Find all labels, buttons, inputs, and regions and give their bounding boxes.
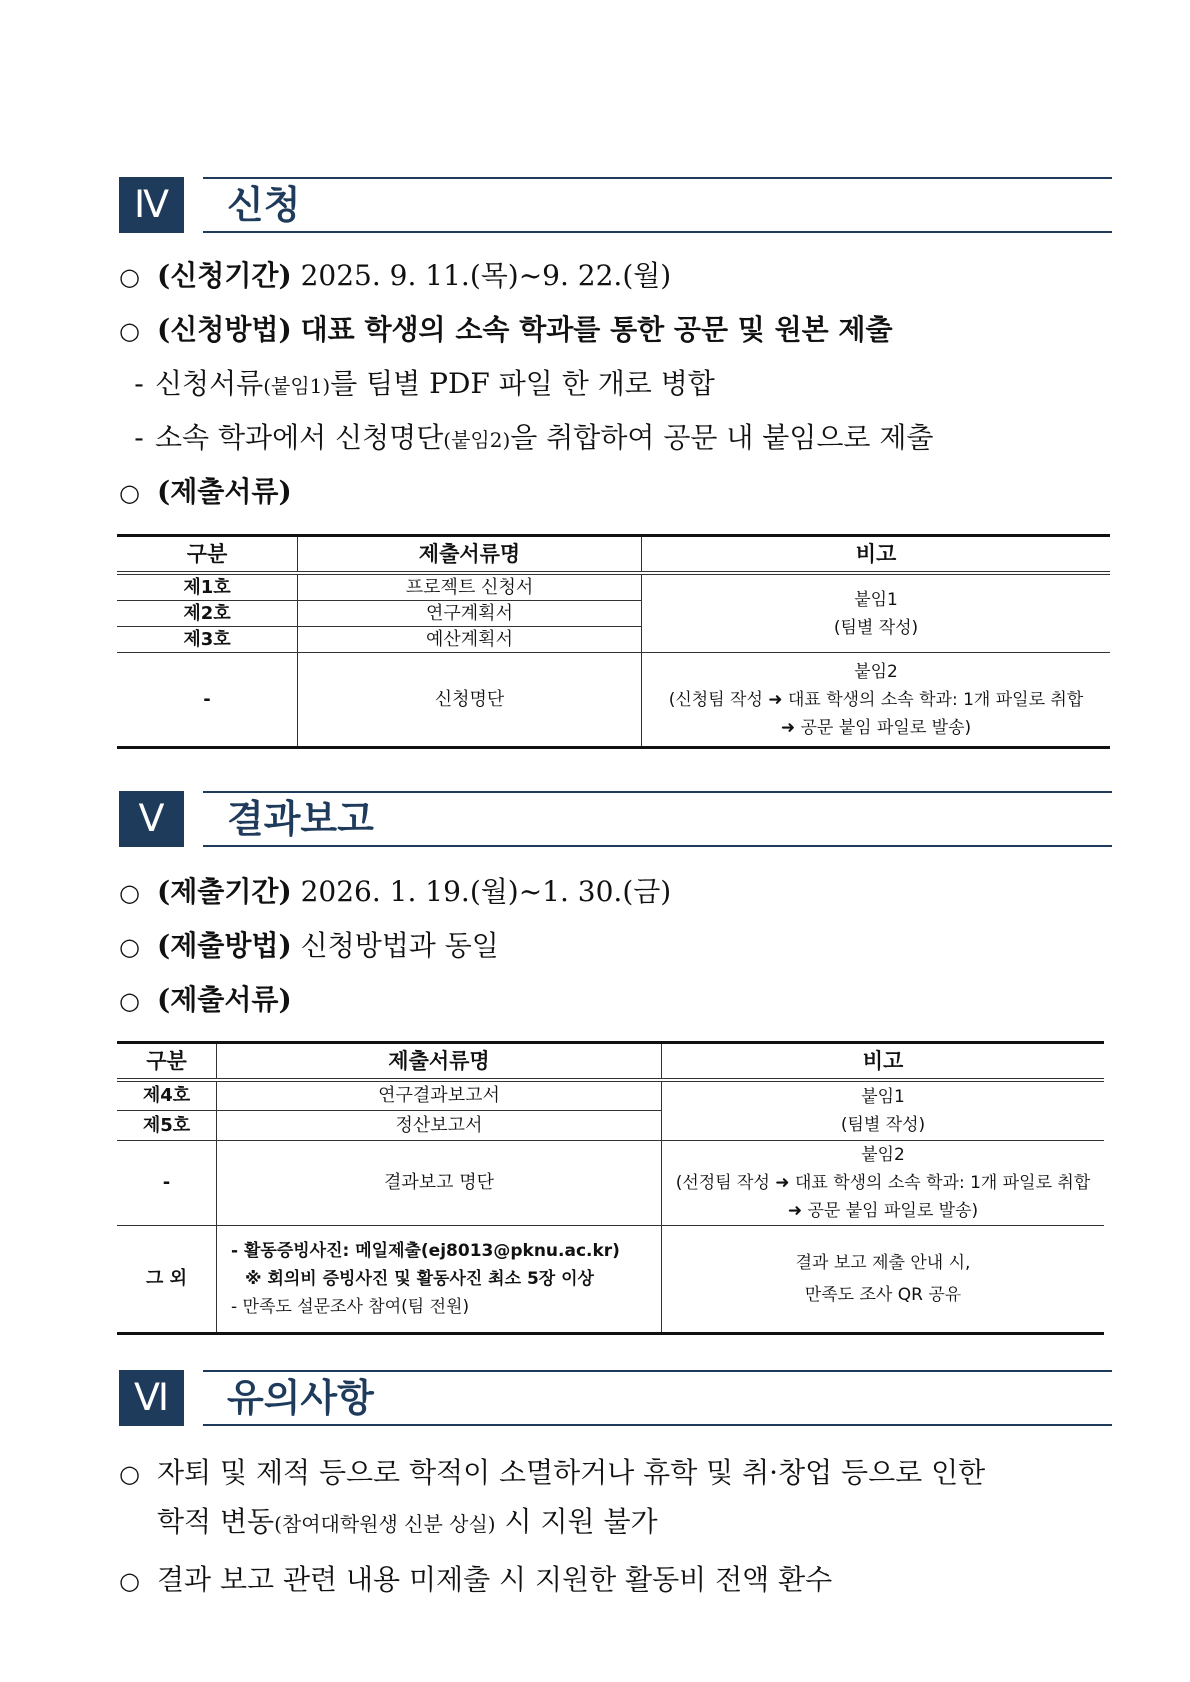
report-docs-title: (제출서류) <box>157 983 292 1016</box>
section-header-apply <box>119 177 1112 235</box>
table-row <box>117 653 1110 748</box>
cell-name: 정산보고서 <box>217 1110 662 1140</box>
cell-name: 예산계획서 <box>298 627 642 653</box>
etc-line: - 활동증빙사진: 메일제출(ej8013@pknu.ac.kr) <box>231 1240 620 1261</box>
report-period <box>119 872 671 913</box>
bullet: ○ <box>119 1460 140 1488</box>
section-title: 신청 <box>227 183 301 227</box>
notice-item-1 <box>119 1453 985 1494</box>
notice-item-1-c: 시 지원 불가 <box>495 1505 658 1538</box>
section-number: Ⅴ <box>119 791 184 847</box>
apply-sub-1-small: (붙임1) <box>263 374 331 398</box>
bullet: ○ <box>119 263 140 291</box>
report-method-value: 신청방법과 동일 <box>300 929 499 962</box>
bullet: ○ <box>119 479 140 507</box>
table-row <box>117 1140 1104 1225</box>
cell-code: - <box>117 653 298 748</box>
cell-name: 프로젝트 신청서 <box>298 573 642 601</box>
cell-code: 제5호 <box>117 1110 217 1140</box>
apply-period-label: (신청기간) <box>157 259 292 292</box>
note-line: 결과 보고 제출 안내 시, <box>795 1252 971 1273</box>
cell-code: 그 외 <box>117 1225 217 1333</box>
notice-item-1-cont <box>157 1502 658 1544</box>
table-row <box>117 573 1110 601</box>
section-number: Ⅳ <box>119 177 184 233</box>
cell-note <box>642 573 1111 653</box>
note-line: 붙임2 <box>861 1144 905 1165</box>
cell-code: 제4호 <box>117 1080 217 1110</box>
note-line: ➜ 공문 붙임 파일로 발송) <box>780 717 972 738</box>
cell-name: 신청명단 <box>298 653 642 748</box>
etc-line: - 만족도 설문조사 참여(팀 전원) <box>231 1296 470 1317</box>
bullet: ○ <box>119 987 140 1015</box>
section-bar <box>203 791 1112 847</box>
bullet: ○ <box>119 317 140 345</box>
note-line: 만족도 조사 QR 공유 <box>804 1284 962 1305</box>
etc-line: ※ 회의비 증빙사진 및 활동사진 최소 5장 이상 <box>245 1268 594 1289</box>
bullet: ○ <box>119 879 140 907</box>
col-header: 구분 <box>117 536 298 574</box>
report-period-label: (제출기간) <box>157 875 292 908</box>
report-period-value: 2026. 1. 19.(월)~1. 30.(금) <box>300 875 672 908</box>
apply-sub-1-a: 신청서류 <box>155 367 264 400</box>
note-line: 붙임1 <box>854 589 898 610</box>
bullet: ○ <box>119 1567 140 1595</box>
section-bar <box>203 177 1112 233</box>
cell-note <box>662 1225 1105 1333</box>
note-line: (선정팀 작성 ➜ 대표 학생의 소속 학과: 1개 파일로 취합 <box>675 1172 1091 1193</box>
cell-code: - <box>117 1140 217 1225</box>
bullet: ○ <box>119 933 140 961</box>
table-row <box>117 1080 1104 1110</box>
section-header-notice <box>119 1370 1112 1428</box>
col-header: 제출서류명 <box>217 1043 662 1081</box>
apply-method-label: (신청방법) <box>157 313 292 346</box>
report-method <box>119 926 499 967</box>
apply-docs-title: (제출서류) <box>157 475 292 508</box>
cell-name: 연구계획서 <box>298 601 642 627</box>
cell-code: 제2호 <box>117 601 298 627</box>
cell-note <box>642 653 1111 748</box>
note-line: 붙임1 <box>861 1086 905 1107</box>
notice-item-2-text: 결과 보고 관련 내용 미제출 시 지원한 활동비 전액 환수 <box>157 1563 833 1596</box>
section-title: 유의사항 <box>227 1376 374 1420</box>
col-header: 구분 <box>117 1043 217 1081</box>
col-header: 제출서류명 <box>298 536 642 574</box>
col-header: 비고 <box>642 536 1111 574</box>
section-title: 결과보고 <box>227 797 374 841</box>
report-docs-label <box>119 980 292 1021</box>
notice-item-1-a: 자퇴 및 제적 등으로 학적이 소멸하거나 휴학 및 취·창업 등으로 인한 <box>157 1456 986 1489</box>
cell-code: 제3호 <box>117 627 298 653</box>
dash: - <box>134 421 144 454</box>
cell-name <box>217 1225 662 1333</box>
apply-sub-2-b: 을 취합하여 공문 내 붙임으로 제출 <box>510 421 934 454</box>
apply-period-value: 2025. 9. 11.(목)~9. 22.(월) <box>300 259 672 292</box>
cell-code: 제1호 <box>117 573 298 601</box>
section-header-report <box>119 791 1112 849</box>
notice-item-2 <box>119 1560 832 1601</box>
section-bar <box>203 1370 1112 1426</box>
apply-sub-2 <box>123 418 933 460</box>
note-line: (팀별 작성) <box>833 617 919 638</box>
apply-sub-1 <box>123 364 715 406</box>
apply-sub-2-small: (붙임2) <box>443 428 511 452</box>
apply-method-value: 대표 학생의 소속 학과를 통한 공문 및 원본 제출 <box>300 313 893 346</box>
apply-docs-label <box>119 472 292 513</box>
report-docs-table <box>117 1041 1104 1335</box>
col-header: 비고 <box>662 1043 1105 1081</box>
cell-name: 결과보고 명단 <box>217 1140 662 1225</box>
note-line: (신청팀 작성 ➜ 대표 학생의 소속 학과: 1개 파일로 취합 <box>668 689 1084 710</box>
dash: - <box>134 367 144 400</box>
cell-note <box>662 1080 1105 1140</box>
cell-note <box>662 1140 1105 1225</box>
note-line: ➜ 공문 붙임 파일로 발송) <box>787 1200 979 1221</box>
note-line: (팀별 작성) <box>840 1114 926 1135</box>
notice-item-1-b: 학적 변동 <box>157 1505 275 1538</box>
apply-docs-table <box>117 534 1110 749</box>
report-method-label: (제출방법) <box>157 929 292 962</box>
section-number: Ⅵ <box>119 1370 184 1426</box>
notice-item-1-small: (참여대학원생 신분 상실) <box>274 1512 496 1536</box>
note-line: 붙임2 <box>854 661 898 682</box>
cell-name: 연구결과보고서 <box>217 1080 662 1110</box>
apply-period <box>119 256 671 297</box>
apply-sub-2-a: 소속 학과에서 신청명단 <box>155 421 444 454</box>
table-row <box>117 1225 1104 1333</box>
apply-method <box>119 310 893 351</box>
apply-sub-1-b: 를 팀별 PDF 파일 한 개로 병합 <box>330 367 715 400</box>
